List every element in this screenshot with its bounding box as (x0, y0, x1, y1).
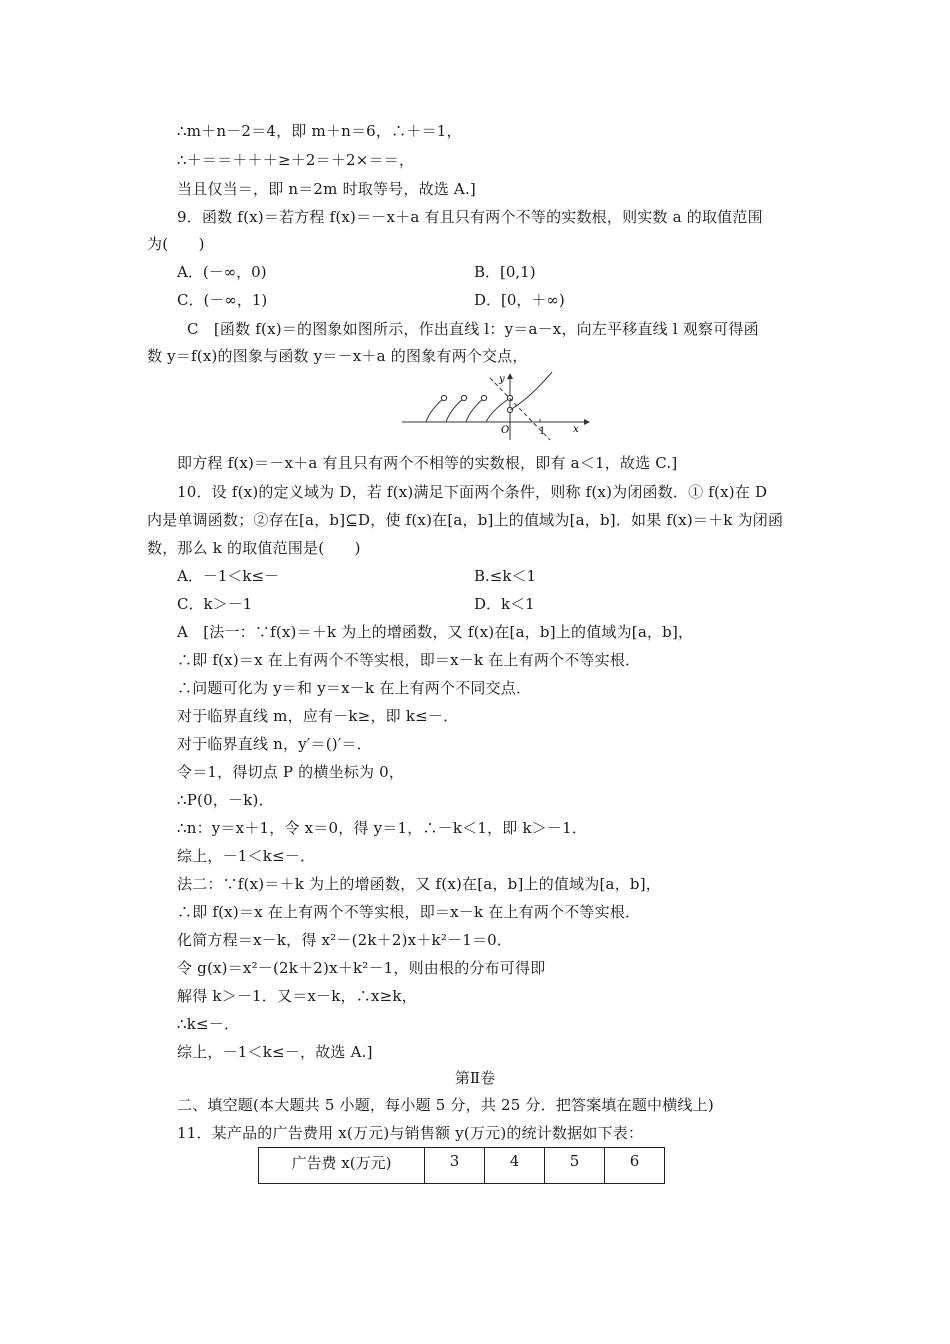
table-header-cell: 广告费 x(万元) (259, 1148, 425, 1184)
curve-segment (446, 398, 464, 422)
table-cell: 4 (485, 1148, 545, 1184)
q10-solution: 化简方程＝x－k，得 x²－(2k＋2)x＋k²－1＝0． (177, 931, 513, 949)
q10-solution: ∴n：y＝x＋1，令 x＝0，得 y＝1，∴－k＜1，即 k＞－1． (177, 819, 588, 837)
q10-solution: 综上，－1＜k≤－，故选 A.] (177, 1043, 373, 1061)
curve-segment (466, 398, 484, 422)
question-10-stem: 10．设 f(x)的定义域为 D，若 f(x)满足下面两个条件，则称 f(x)为闭函数．① f(x)在 D (177, 483, 768, 501)
text-line: ∴m＋n－2＝4，即 m＋n＝6，∴＋＝1， (177, 122, 462, 140)
q10-solution: ∴问题可化为 y＝和 y＝x－k 在上有两个不同交点． (177, 679, 532, 697)
q10-solution: ∴即 f(x)＝x 在上有两个不等实根，即＝x－k 在上有两个不等实根． (177, 651, 641, 669)
question-11-stem: 11．某产品的广告费用 x(万元)与销售额 y(万元)的统计数据如下表： (177, 1124, 644, 1142)
x-axis-arrow (584, 419, 590, 425)
open-point (481, 395, 486, 400)
question-10-stem-cont: 数，那么 k 的取值范围是( ) (147, 539, 361, 557)
open-point (461, 395, 466, 400)
question-9-stem-cont: 为( ) (147, 235, 205, 253)
y-axis-arrow (507, 373, 513, 379)
curve-segment (486, 398, 510, 422)
curve-segment (426, 398, 444, 422)
section-title: 第Ⅱ卷 (454, 1069, 496, 1087)
table-cell: 5 (545, 1148, 605, 1184)
q9-conclusion: 即方程 f(x)＝－x＋a 有且只有两个不相等的实数根，即有 a＜1，故选 C.] (177, 454, 678, 472)
curve-right-branch (510, 372, 552, 410)
table-row (259, 1148, 665, 1184)
open-point (441, 395, 446, 400)
table-cell: 3 (425, 1148, 485, 1184)
q9-answer-cont: 数 y＝f(x)的图象与函数 y＝－x＋a 的图象有两个交点， (147, 347, 528, 365)
ad-cost-table (258, 1147, 665, 1184)
q10-solution: ∴即 f(x)＝x 在上有两个不等实根，即＝x－k 在上有两个不等实根． (177, 903, 641, 921)
q10-solution: 解得 k＞－1．又＝x－k，∴x≥k， (177, 987, 417, 1005)
x-axis-label: x (573, 424, 579, 435)
q10-solution: 令 g(x)＝x²－(2k＋2)x＋k²－1，则由根的分布可得即 (177, 959, 546, 977)
tick-label-one: 1 (539, 426, 546, 437)
q10-solution: ∴P(0，－k)． (177, 791, 274, 809)
fill-blank-heading: 二、填空题(本大题共 5 小题，每小题 5 分，共 25 分．把答案填在题中横线上) (177, 1096, 714, 1114)
question-10-stem-cont: 内是单调函数；②存在[a，b]⊆D，使 f(x)在[a，b]上的值域为[a，b]．如果 f(x)＝＋k 为闭函 (147, 511, 784, 529)
q10-option-a: A．－1＜k≤－ (177, 567, 280, 585)
q10-solution: A [法一：∵f(x)＝＋k 为上的增函数，又 f(x)在[a，b]上的值域为[a，b]， (177, 623, 694, 641)
table-cell: 6 (605, 1148, 665, 1184)
q9-option-c: C．(－∞，1) (177, 291, 268, 309)
q10-solution-method2: 法二：∵f(x)＝＋k 为上的增函数，又 f(x)在[a，b]上的值域为[a，b]， (177, 875, 661, 893)
q10-option-c: C．k＞－1 (177, 595, 253, 613)
q10-solution: 对于临界直线 n，y′＝()′＝． (177, 735, 372, 753)
q9-option-d: D．[0，＋∞) (474, 291, 565, 309)
origin-label: O (501, 425, 510, 436)
function-graph-figure (400, 370, 590, 442)
text-line: 当且仅当＝，即 n＝2m 时取等号，故选 A.] (177, 180, 476, 198)
question-9-stem: 9．函数 f(x)＝若方程 f(x)＝－x＋a 有且只有两个不等的实数根，则实数 a 的取值范围 (177, 208, 763, 226)
q9-option-b: B．[0,1) (474, 263, 536, 281)
q10-solution: 综上，－1＜k≤－． (177, 847, 316, 865)
q9-answer: C [函数 f(x)＝的图象如图所示，作出直线 l：y＝a－x，向左平移直线 l 观察可得函 (187, 320, 759, 338)
q10-solution: 对于临界直线 m，应有－k≥，即 k≤－． (177, 707, 459, 725)
q10-option-d: D．k＜1 (474, 595, 535, 613)
y-axis-label: y (499, 374, 505, 385)
q10-solution: ∴k≤－． (177, 1015, 240, 1033)
text-line: ∴＋＝＝＋＋＋≥＋2＝＋2×＝＝， (177, 151, 415, 169)
q10-solution: 令＝1，得切点 P 的横坐标为 0， (177, 763, 405, 781)
q10-option-b: B.≤k＜1 (474, 567, 536, 585)
dashed-line-l (490, 378, 550, 440)
q9-option-a: A．(－∞，0) (177, 263, 267, 281)
